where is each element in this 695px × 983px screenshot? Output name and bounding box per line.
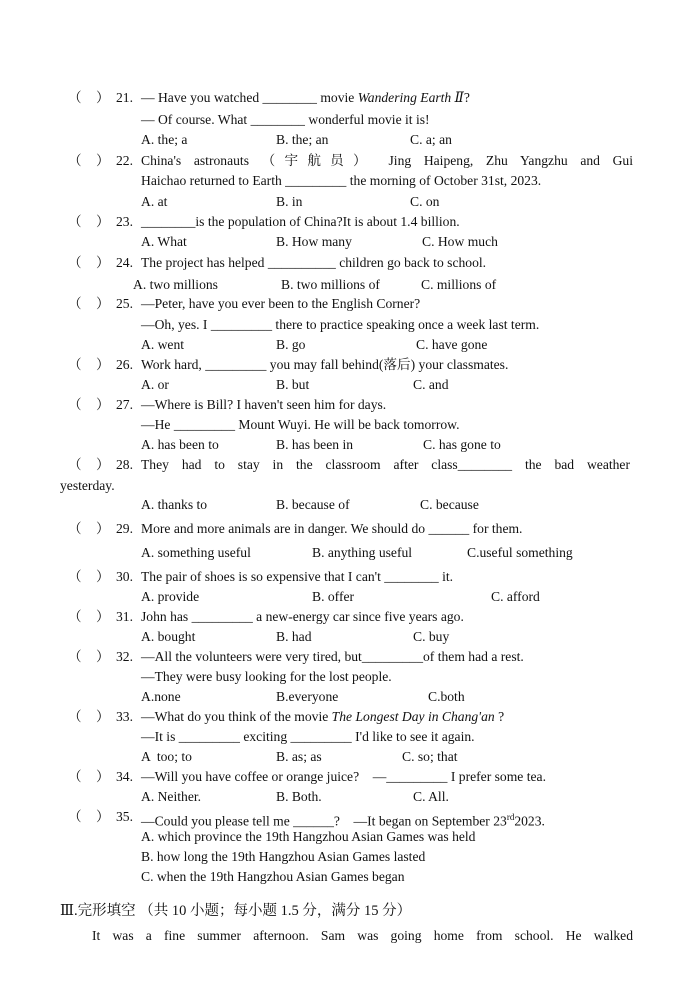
question-number: 29. (116, 521, 133, 536)
answer-bracket-right: ） (96, 709, 110, 724)
question-text: The project has helped __________ children go back to school. (141, 255, 487, 270)
answer-bracket-right: ） (96, 649, 110, 664)
answer-option[interactable]: A. something useful (141, 545, 251, 560)
question-text: —They were busy looking for the lost people. (141, 669, 392, 684)
answer-option[interactable]: A. two millions (133, 277, 218, 292)
answer-option[interactable]: C. has gone to (423, 437, 501, 452)
question-text: —It is _________ exciting _________ I'd like to see it again. (141, 729, 475, 744)
answer-bracket-right: ） (96, 609, 110, 624)
passage-text: It was a fine summer afternoon. Sam was going home from school. He walked (92, 928, 633, 943)
answer-bracket-left: （ (68, 153, 82, 168)
answer-bracket-right: ） (96, 214, 110, 229)
answer-option[interactable]: B. because of (276, 497, 350, 512)
answer-bracket-right: ） (96, 569, 110, 584)
answer-option[interactable]: A.none (141, 689, 181, 704)
answer-bracket-left: （ (68, 255, 82, 270)
answer-option[interactable]: B. the; an (276, 132, 329, 147)
answer-option[interactable]: B. two millions of (281, 277, 380, 292)
question-text: Haichao returned to Earth _________ the morning of October 31st, 2023. (141, 173, 542, 188)
answer-option[interactable]: C. All. (413, 789, 449, 804)
question-number: 21. (116, 90, 133, 105)
question-number: 35. (116, 809, 133, 824)
answer-bracket-left: （ (68, 457, 82, 472)
question-text: More and more animals are in danger. We should do ______ for them. (141, 521, 523, 536)
answer-option[interactable]: B. but (276, 377, 310, 392)
question-text: Work hard, _________ you may fall behind(落后) your classmates. (141, 357, 509, 372)
answer-bracket-right: ） (96, 521, 110, 536)
question-text: —Could you please tell me ______? —It began on September 23rd2023. (141, 812, 545, 829)
answer-option[interactable]: B. Both. (276, 789, 322, 804)
question-number: 24. (116, 255, 133, 270)
question-number: 32. (116, 649, 133, 664)
answer-option[interactable]: C. and (413, 377, 449, 392)
question-text: —Will you have coffee or orange juice? —_________ I prefer some tea. (141, 769, 546, 784)
question-text: —What do you think of the movie The Longest Day in Chang'an ? (141, 709, 505, 724)
answer-option[interactable]: C.useful something (467, 545, 573, 560)
answer-bracket-left: （ (68, 769, 82, 784)
answer-option[interactable]: A. What (141, 234, 187, 249)
answer-bracket-right: ） (96, 769, 110, 784)
question-text: —Where is Bill? I haven't seen him for days. (141, 397, 387, 412)
answer-option[interactable]: A. has been to (141, 437, 219, 452)
answer-option[interactable]: C. millions of (421, 277, 497, 292)
answer-bracket-left: （ (68, 214, 82, 229)
question-number: 25. (116, 296, 133, 311)
answer-bracket-right: ） (96, 357, 110, 372)
answer-option[interactable]: A. thanks to (141, 497, 208, 512)
question-number: 31. (116, 609, 133, 624)
answer-option[interactable]: B. has been in (276, 437, 354, 452)
answer-bracket-left: （ (68, 296, 82, 311)
answer-option[interactable]: A. which province the 19th Hangzhou Asian Games was held (141, 829, 476, 844)
question-number: 30. (116, 569, 133, 584)
answer-option[interactable]: B. How many (276, 234, 352, 249)
question-text: —Oh, yes. I _________ there to practice speaking once a week last term. (141, 317, 540, 332)
answer-bracket-left: （ (68, 397, 82, 412)
answer-option[interactable]: B. go (276, 337, 306, 352)
answer-option[interactable]: B. in (276, 194, 303, 209)
answer-option[interactable]: B.everyone (276, 689, 339, 704)
answer-option[interactable]: C. when the 19th Hangzhou Asian Games began (141, 869, 405, 884)
question-number: 33. (116, 709, 133, 724)
answer-bracket-left: （ (68, 809, 82, 824)
question-number: 22. (116, 153, 133, 168)
question-number: 26. (116, 357, 133, 372)
answer-bracket-left: （ (68, 357, 82, 372)
answer-option[interactable]: A. the; a (141, 132, 188, 147)
answer-option[interactable]: C. because (420, 497, 479, 512)
question-number: 23. (116, 214, 133, 229)
answer-bracket-right: ） (96, 457, 110, 472)
question-text: —All the volunteers were very tired, but_________of them had a rest. (141, 649, 524, 664)
answer-option[interactable]: C. on (410, 194, 440, 209)
question-number: 27. (116, 397, 133, 412)
question-text: John has _________ a new-energy car since five years ago. (141, 609, 464, 624)
answer-option[interactable]: A. Neither. (141, 789, 202, 804)
answer-option[interactable]: A. or (141, 377, 169, 392)
answer-bracket-right: ） (96, 153, 110, 168)
question-number: 28. (116, 457, 133, 472)
section-title: Ⅲ.完形填空 （共 10 小题；每小题 1.5 分，满分 15 分） (60, 903, 412, 919)
answer-bracket-left: （ (68, 709, 82, 724)
answer-option[interactable]: C. have gone (416, 337, 488, 352)
question-text: They had to stay in the classroom after class________ the bad weather (141, 457, 630, 472)
answer-bracket-left: （ (68, 521, 82, 536)
question-text: —Peter, have you ever been to the English Corner? (141, 296, 421, 311)
answer-bracket-left: （ (68, 649, 82, 664)
answer-option[interactable]: C. a; an (410, 132, 452, 147)
answer-option[interactable]: B. offer (312, 589, 355, 604)
answer-option[interactable]: C.both (428, 689, 465, 704)
answer-option[interactable]: A. provide (141, 589, 200, 604)
answer-option[interactable]: A. at (141, 194, 168, 209)
answer-option[interactable]: B. how long the 19th Hangzhou Asian Games lasted (141, 849, 426, 864)
answer-bracket-left: （ (68, 569, 82, 584)
answer-option[interactable]: B. anything useful (312, 545, 413, 560)
answer-bracket-right: ） (96, 809, 110, 824)
question-text: — Of course. What ________ wonderful movie it is! (141, 112, 430, 127)
answer-bracket-right: ） (96, 90, 110, 105)
answer-option[interactable]: C. buy (413, 629, 450, 644)
answer-bracket-left: （ (68, 609, 82, 624)
answer-bracket-left: （ (68, 90, 82, 105)
answer-option[interactable]: A. bought (141, 629, 196, 644)
question-text: The pair of shoes is so expensive that I can't ________ it. (141, 569, 454, 584)
answer-option[interactable]: C. so; that (402, 749, 458, 764)
question-text: China's astronauts （宇航员） Jing Haipeng, Zhu Yangzhu and Gui (141, 153, 633, 168)
answer-option[interactable]: A. went (141, 337, 185, 352)
question-text: — Have you watched ________ movie Wandering Earth Ⅱ? (141, 90, 470, 105)
answer-option[interactable]: B. as; as (276, 749, 322, 764)
question-text: ________is the population of China?It is about 1.4 billion. (141, 214, 460, 229)
answer-bracket-right: ） (96, 255, 110, 270)
answer-bracket-right: ） (96, 296, 110, 311)
answer-option[interactable]: C. How much (422, 234, 498, 249)
question-text: yesterday. (60, 478, 115, 493)
question-text: —He _________ Mount Wuyi. He will be back tomorrow. (141, 417, 460, 432)
answer-bracket-right: ） (96, 397, 110, 412)
answer-option[interactable]: A too; to (141, 749, 192, 764)
question-number: 34. (116, 769, 133, 784)
answer-option[interactable]: B. had (276, 629, 312, 644)
answer-option[interactable]: C. afford (491, 589, 540, 604)
